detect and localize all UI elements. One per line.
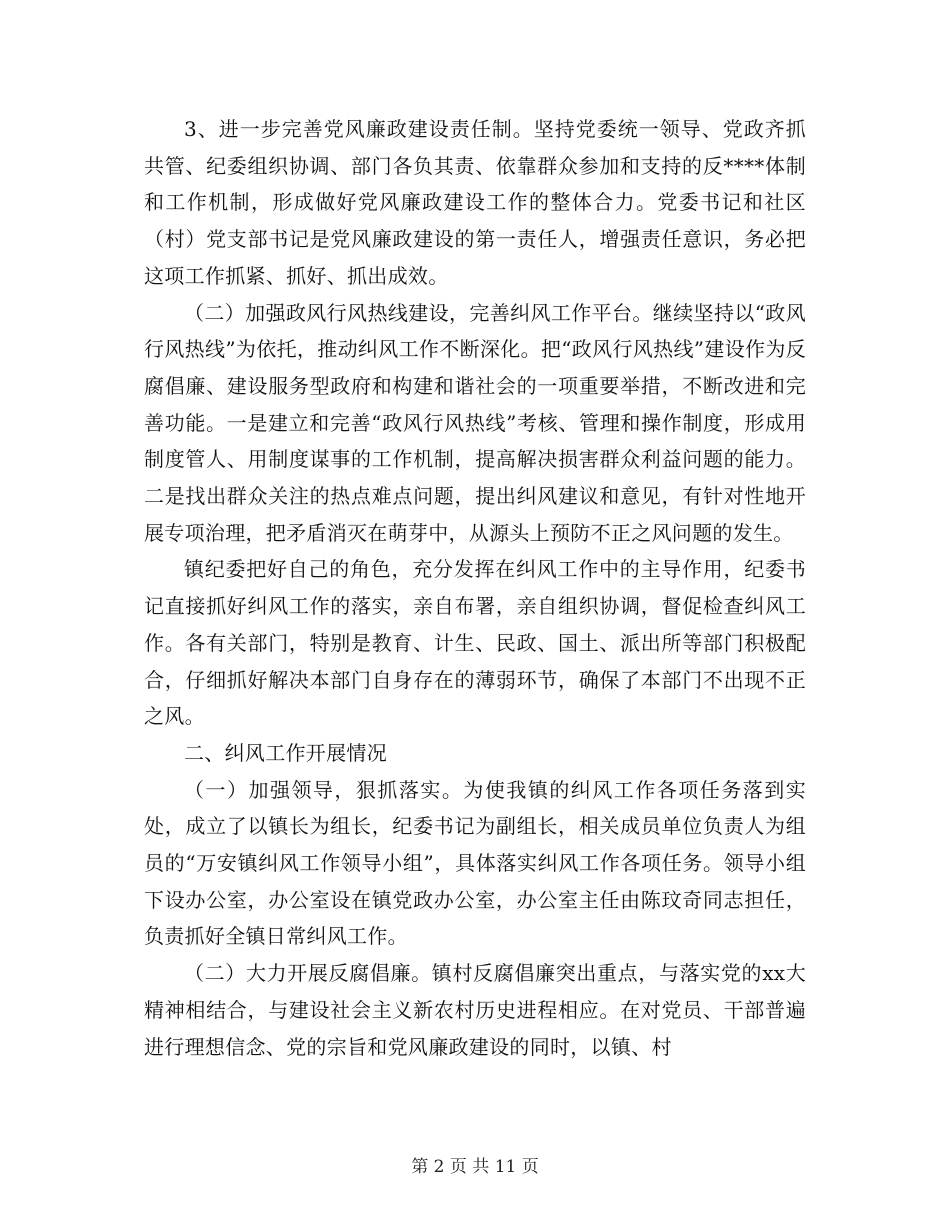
paragraph-responsibility-system: 3、进一步完善党风廉政建设责任制。坚持党委统一领导、党政齐抓共管、纪委组织协调、部门各负其责、依靠群众参加和支持的反****体制和工作机制，形成做好党风廉政建设工作的整体合力。党委书记和社区（村）党支部书记是党风廉政建设的第一责任人，增强责任意识，务必把这项工作抓紧、抓好、抓出成效。: [144, 117, 806, 288]
document-body: [144, 111, 806, 1065]
footer-middle: 页 共: [449, 1157, 490, 1177]
paragraph-hotline-construction: （二）加强政风行风热线建设，完善纠风工作平台。继续坚持以“政风行风热线”为依托，推动纠风工作不断深化。把“政风行风热线”建设作为反腐倡廉、建设服务型政府和构建和谐社会的一项重要举措，不断改进和完善功能。一是建立和完善“政风行风热线”考核、管理和操作制度，形成用制度管人、用制度谋事的工作机制，提高解决损害群众利益问题的能力。二是找出群众关注的热点难点问题，提出纠风建议和意见，有针对性地开展专项治理，把矛盾消灭在萌芽中，从源头上预防不正之风问题的发生。: [144, 300, 806, 545]
footer-suffix: 页: [521, 1157, 539, 1177]
section-heading-work-progress: 二、纠风工作开展情况: [184, 740, 387, 765]
page-footer: [0, 1155, 950, 1179]
paragraph-discipline-committee-role: 镇纪委把好自己的角色，充分发挥在纠风工作中的主导作用，纪委书记直接抓好纠风工作的落实，亲自布署，亲自组织协调，督促检查纠风工作。各有关部门，特别是教育、计生、民政、国土、派出所等部门积极配合，仔细抓好解决本部门自身存在的薄弱环节，确保了本部门不出现不正之风。: [144, 557, 806, 729]
footer-current-page: 2: [433, 1157, 445, 1177]
footer-prefix: 第: [411, 1157, 429, 1177]
paragraph-strengthen-leadership: （一）加强领导，狠抓落实。为使我镇的纠风工作各项任务落到实处，成立了以镇长为组长，纪委书记为副组长，相关成员单位负责人为组员的“万安镇纠风工作领导小组”，具体落实纠风工作各项任务。领导小组下设办公室，办公室设在镇党政办公室，办公室主任由陈玟奇同志担任，负责抓好全镇日常纠风工作。: [144, 777, 806, 949]
paragraph-anti-corruption: （二）大力开展反腐倡廉。镇村反腐倡廉突出重点，与落实党的xx大精神相结合，与建设社会主义新农村历史进程相应。在对党员、干部普遍进行理想信念、党的宗旨和党风廉政建设的同时，以镇、村: [144, 961, 806, 1059]
footer-total-pages: 11: [494, 1157, 517, 1177]
